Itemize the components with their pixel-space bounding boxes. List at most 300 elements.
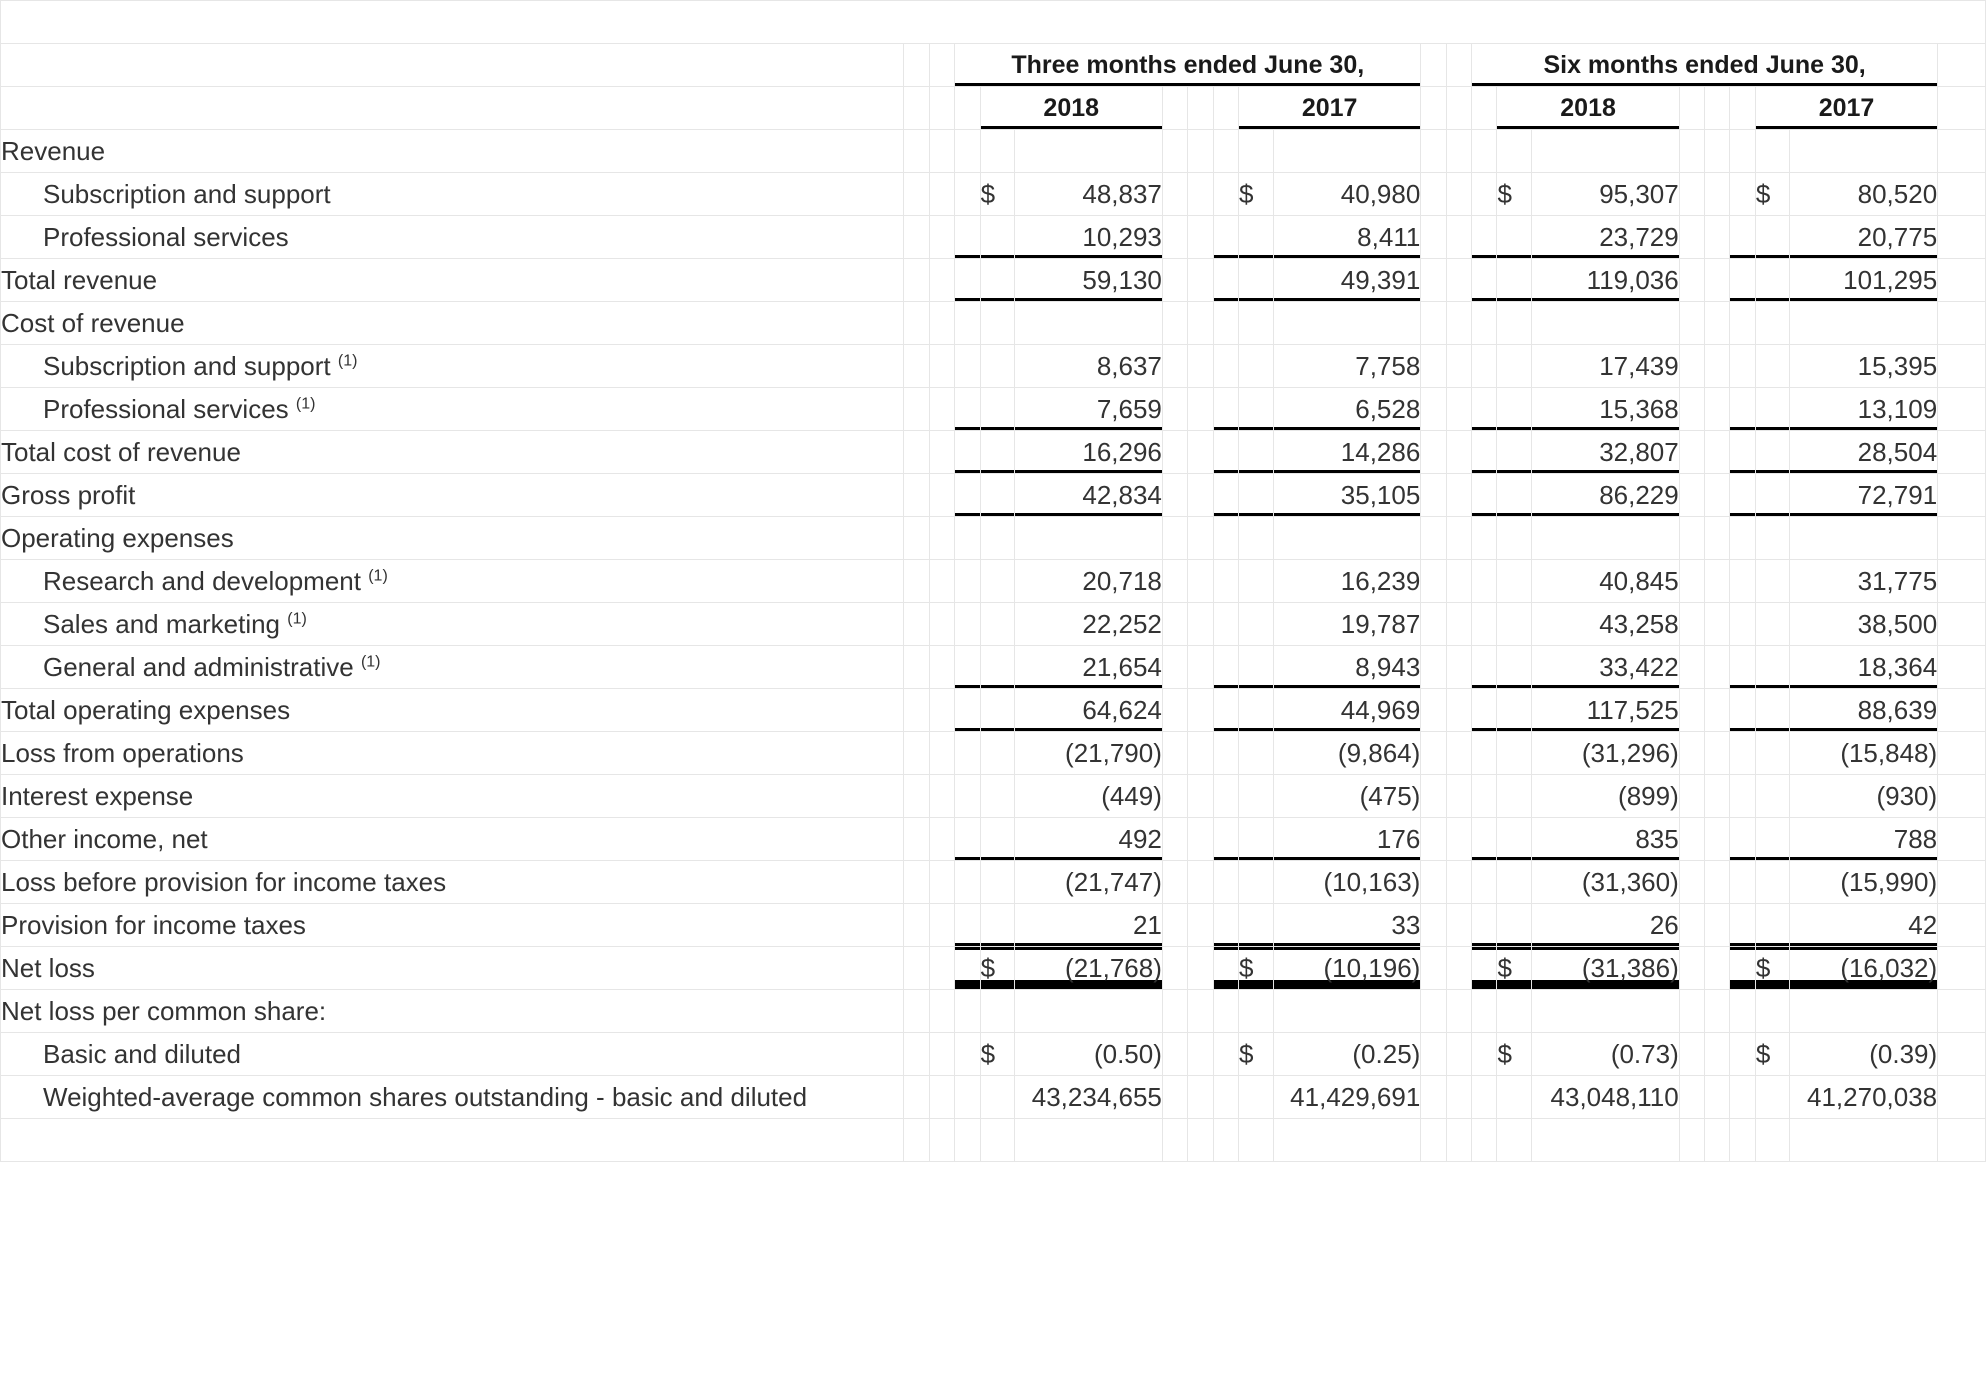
currency-symbol-sales-marketing-h1_2018 — [1497, 603, 1532, 646]
currency-symbol-total-operating-expenses-q2_2017 — [1239, 689, 1274, 732]
cell-gap — [1705, 173, 1730, 216]
cell-gap — [1188, 216, 1213, 259]
cell-gap — [1213, 990, 1238, 1033]
cell-net-loss-q2_2017: (10,196) — [1273, 947, 1421, 990]
cell-gross-profit-q2_2018: 42,834 — [1015, 474, 1163, 517]
currency-symbol-research-development-h1_2018 — [1497, 560, 1532, 603]
cell-gap — [1679, 904, 1704, 947]
header-gap — [1421, 87, 1446, 130]
currency-symbol-professional-services-q2_2018 — [980, 216, 1015, 259]
header-gap — [904, 87, 929, 130]
currency-symbol-cost-subscription-q2_2018 — [980, 345, 1015, 388]
currency-symbol-weighted-average-shares-q2_2018 — [980, 1076, 1015, 1119]
spacer-cell — [1446, 1119, 1471, 1162]
currency-symbol-operating-expenses-h1_2017 — [1755, 517, 1790, 560]
cell-gap — [1188, 130, 1213, 173]
cell-gap — [955, 689, 980, 732]
cell-gap — [1938, 904, 1986, 947]
cell-gap — [1213, 947, 1238, 990]
cell-gap — [904, 216, 929, 259]
cell-operating-expenses-q2_2018 — [1015, 517, 1163, 560]
currency-symbol-basic-and-diluted-q2_2018: $ — [980, 1033, 1015, 1076]
currency-symbol-total-revenue-h1_2017 — [1755, 259, 1790, 302]
cell-gap — [1162, 603, 1187, 646]
cell-gap — [1705, 990, 1730, 1033]
cell-interest-expense-q2_2017: (475) — [1273, 775, 1421, 818]
cell-gap — [1938, 689, 1986, 732]
cell-gap — [955, 474, 980, 517]
currency-symbol-general-administrative-h1_2017 — [1755, 646, 1790, 689]
row-label-total-cost-revenue: Total cost of revenue — [1, 431, 904, 474]
cell-gap — [929, 732, 954, 775]
table-row — [1, 689, 1986, 732]
cell-gap — [1730, 560, 1755, 603]
cell-gap — [1421, 130, 1446, 173]
footnote-marker: (1) — [295, 395, 316, 413]
cell-provision-income-taxes-h1_2017: 42 — [1790, 904, 1938, 947]
cell-revenue-section-h1_2018 — [1532, 130, 1680, 173]
cell-gap — [955, 603, 980, 646]
cell-cost-of-revenue-h1_2017 — [1790, 302, 1938, 345]
currency-symbol-total-cost-revenue-q2_2017 — [1239, 431, 1274, 474]
cell-gap — [1705, 130, 1730, 173]
cell-gap — [1679, 517, 1704, 560]
spacer-cell — [1790, 1119, 1938, 1162]
row-label-subscription-support: Subscription and support — [1, 173, 904, 216]
cell-gap — [1421, 732, 1446, 775]
cell-gap — [1472, 388, 1497, 431]
cell-weighted-average-shares-h1_2017: 41,270,038 — [1790, 1076, 1938, 1119]
cell-gap — [955, 302, 980, 345]
cell-net-loss-q2_2018: (21,768) — [1015, 947, 1163, 990]
currency-symbol-revenue-section-h1_2017 — [1755, 130, 1790, 173]
cell-cost-of-revenue-q2_2018 — [1015, 302, 1163, 345]
row-label-cost-of-revenue: Cost of revenue — [1, 302, 904, 345]
cell-gap — [929, 517, 954, 560]
table-row — [1, 1076, 1986, 1119]
cell-gap — [1162, 947, 1187, 990]
cell-gap — [1705, 1033, 1730, 1076]
cell-gap — [1446, 603, 1471, 646]
row-label-operating-expenses: Operating expenses — [1, 517, 904, 560]
cell-gap — [1213, 861, 1238, 904]
cell-gap — [929, 603, 954, 646]
cell-weighted-average-shares-q2_2017: 41,429,691 — [1273, 1076, 1421, 1119]
spacer-cell — [1755, 1119, 1790, 1162]
currency-symbol-net-loss-per-share-q2_2017 — [1239, 990, 1274, 1033]
table-row — [1, 603, 1986, 646]
cell-gap — [1421, 431, 1446, 474]
cell-gap — [1679, 646, 1704, 689]
header-gap — [1421, 44, 1446, 87]
cell-gap — [1446, 259, 1471, 302]
cell-cost-of-revenue-q2_2017 — [1273, 302, 1421, 345]
cell-gap — [904, 560, 929, 603]
cell-total-operating-expenses-h1_2017: 88,639 — [1790, 689, 1938, 732]
cell-gap — [1472, 560, 1497, 603]
currency-symbol-total-operating-expenses-h1_2018 — [1497, 689, 1532, 732]
cell-gap — [929, 130, 954, 173]
cell-gap — [1162, 560, 1187, 603]
table-row — [1, 861, 1986, 904]
cell-gap — [1446, 732, 1471, 775]
currency-symbol-provision-income-taxes-q2_2017 — [1239, 904, 1274, 947]
cell-gap — [904, 130, 929, 173]
spacer-cell — [1705, 1119, 1730, 1162]
currency-symbol-provision-income-taxes-q2_2018 — [980, 904, 1015, 947]
currency-symbol-other-income-net-q2_2017 — [1239, 818, 1274, 861]
table-row — [1, 173, 1986, 216]
cell-gap — [1472, 216, 1497, 259]
currency-symbol-subscription-support-q2_2018: $ — [980, 173, 1015, 216]
cell-gap — [1446, 646, 1471, 689]
spacer-cell — [1497, 1119, 1532, 1162]
cell-gap — [955, 646, 980, 689]
cell-gap — [1188, 173, 1213, 216]
cell-revenue-section-h1_2017 — [1790, 130, 1938, 173]
cell-gap — [1162, 904, 1187, 947]
cell-loss-from-operations-q2_2018: (21,790) — [1015, 732, 1163, 775]
header-year-row — [1, 87, 1986, 130]
cell-gap — [1472, 646, 1497, 689]
cell-net-loss-per-share-q2_2017 — [1273, 990, 1421, 1033]
cell-gap — [1938, 861, 1986, 904]
cell-gross-profit-q2_2017: 35,105 — [1273, 474, 1421, 517]
cell-gap — [1472, 775, 1497, 818]
cell-gap — [1421, 603, 1446, 646]
cell-general-administrative-h1_2018: 33,422 — [1532, 646, 1680, 689]
cell-operating-expenses-q2_2017 — [1273, 517, 1421, 560]
currency-symbol-research-development-q2_2018 — [980, 560, 1015, 603]
cell-gap — [1162, 990, 1187, 1033]
row-label-general-administrative: General and administrative $^{(1)}$ — [1, 646, 904, 689]
table-row — [1, 646, 1986, 689]
cell-gap — [904, 689, 929, 732]
cell-gap — [1679, 732, 1704, 775]
cell-gap — [1705, 474, 1730, 517]
cell-gap — [1421, 689, 1446, 732]
cell-gap — [1446, 517, 1471, 560]
cell-weighted-average-shares-h1_2018: 43,048,110 — [1532, 1076, 1680, 1119]
cell-loss-before-taxes-h1_2017: (15,990) — [1790, 861, 1938, 904]
cell-gap — [1162, 517, 1187, 560]
cell-gap — [1730, 173, 1755, 216]
row-label-sales-marketing: Sales and marketing $^{(1)}$ — [1, 603, 904, 646]
cell-gap — [1213, 732, 1238, 775]
currency-symbol-research-development-h1_2017 — [1755, 560, 1790, 603]
currency-symbol-net-loss-q2_2018: $ — [980, 947, 1015, 990]
cell-loss-before-taxes-h1_2018: (31,360) — [1532, 861, 1680, 904]
cell-gap — [1188, 646, 1213, 689]
cell-gap — [1421, 345, 1446, 388]
cell-operating-expenses-h1_2018 — [1532, 517, 1680, 560]
cell-gap — [1730, 732, 1755, 775]
cell-gap — [929, 861, 954, 904]
currency-symbol-provision-income-taxes-h1_2017 — [1755, 904, 1790, 947]
cell-gap — [929, 904, 954, 947]
cell-gap — [1730, 775, 1755, 818]
cell-total-cost-revenue-q2_2018: 16,296 — [1015, 431, 1163, 474]
cell-gap — [1679, 173, 1704, 216]
cell-gap — [929, 216, 954, 259]
currency-symbol-cost-professional-q2_2018 — [980, 388, 1015, 431]
row-label-gross-profit: Gross profit — [1, 474, 904, 517]
cell-gap — [929, 1076, 954, 1119]
cell-gap — [904, 947, 929, 990]
cell-gap — [1472, 259, 1497, 302]
cell-gap — [1213, 689, 1238, 732]
header-year-h1_2017: 2017 — [1755, 87, 1937, 130]
cell-gap — [955, 517, 980, 560]
cell-gap — [1730, 861, 1755, 904]
cell-subscription-support-h1_2018: 95,307 — [1532, 173, 1680, 216]
currency-symbol-total-cost-revenue-q2_2018 — [980, 431, 1015, 474]
currency-symbol-general-administrative-q2_2018 — [980, 646, 1015, 689]
header-year-q2_2017: 2017 — [1239, 87, 1421, 130]
currency-symbol-loss-from-operations-h1_2017 — [1755, 732, 1790, 775]
spacer-cell — [1188, 1119, 1213, 1162]
cell-gap — [929, 474, 954, 517]
currency-symbol-total-operating-expenses-q2_2018 — [980, 689, 1015, 732]
cell-gap — [955, 431, 980, 474]
row-label-professional-services: Professional services — [1, 216, 904, 259]
cell-sales-marketing-q2_2018: 22,252 — [1015, 603, 1163, 646]
currency-symbol-gross-profit-q2_2017 — [1239, 474, 1274, 517]
footnote-marker: (1) — [287, 610, 307, 628]
cell-gap — [955, 775, 980, 818]
cell-gap — [955, 732, 980, 775]
currency-symbol-subscription-support-h1_2017: $ — [1755, 173, 1790, 216]
currency-symbol-net-loss-per-share-q2_2018 — [980, 990, 1015, 1033]
cell-loss-from-operations-h1_2017: (15,848) — [1790, 732, 1938, 775]
cell-gap — [1213, 904, 1238, 947]
header-gap — [1679, 87, 1704, 130]
header-gap — [1938, 87, 1986, 130]
cell-provision-income-taxes-h1_2018: 26 — [1532, 904, 1680, 947]
currency-symbol-net-loss-per-share-h1_2018 — [1497, 990, 1532, 1033]
cell-gap — [1421, 474, 1446, 517]
cell-gap — [1213, 474, 1238, 517]
cell-gap — [929, 560, 954, 603]
currency-symbol-loss-from-operations-h1_2018 — [1497, 732, 1532, 775]
header-gap — [904, 44, 929, 87]
cell-gap — [1679, 861, 1704, 904]
cell-gap — [904, 345, 929, 388]
cell-gap — [904, 775, 929, 818]
cell-gap — [1705, 345, 1730, 388]
cell-cost-professional-q2_2017: 6,528 — [1273, 388, 1421, 431]
row-label-other-income-net: Other income, net — [1, 818, 904, 861]
cell-gap — [1188, 775, 1213, 818]
cell-gap — [1162, 474, 1187, 517]
table-row — [1, 130, 1986, 173]
cell-gap — [904, 861, 929, 904]
cell-gap — [1213, 130, 1238, 173]
table-row — [1, 216, 1986, 259]
currency-symbol-provision-income-taxes-h1_2018 — [1497, 904, 1532, 947]
cell-gap — [1730, 990, 1755, 1033]
currency-symbol-operating-expenses-q2_2018 — [980, 517, 1015, 560]
cell-gap — [929, 775, 954, 818]
currency-symbol-general-administrative-q2_2017 — [1239, 646, 1274, 689]
cell-general-administrative-q2_2017: 8,943 — [1273, 646, 1421, 689]
header-gap — [1472, 87, 1497, 130]
cell-gap — [1213, 302, 1238, 345]
currency-symbol-interest-expense-h1_2018 — [1497, 775, 1532, 818]
cell-gap — [1188, 904, 1213, 947]
cell-gap — [1446, 560, 1471, 603]
cell-gap — [1446, 1076, 1471, 1119]
header-gap — [1938, 44, 1986, 87]
cell-total-operating-expenses-q2_2018: 64,624 — [1015, 689, 1163, 732]
cell-gap — [1472, 947, 1497, 990]
cell-gap — [1730, 388, 1755, 431]
cell-gap — [1938, 431, 1986, 474]
cell-professional-services-q2_2017: 8,411 — [1273, 216, 1421, 259]
currency-symbol-loss-before-taxes-h1_2017 — [1755, 861, 1790, 904]
row-label-provision-income-taxes: Provision for income taxes — [1, 904, 904, 947]
table-row — [1, 345, 1986, 388]
header-label-corner — [1, 44, 904, 87]
cell-gap — [1446, 388, 1471, 431]
cell-gap — [904, 517, 929, 560]
currency-symbol-general-administrative-h1_2018 — [1497, 646, 1532, 689]
cell-gap — [1938, 1033, 1986, 1076]
cell-gap — [955, 259, 980, 302]
cell-gap — [1705, 431, 1730, 474]
cell-gap — [1679, 130, 1704, 173]
row-label-net-loss-per-share: Net loss per common share: — [1, 990, 904, 1033]
currency-symbol-subscription-support-h1_2018: $ — [1497, 173, 1532, 216]
row-label-cost-subscription: Subscription and support $^{(1)}$ — [1, 345, 904, 388]
cell-gap — [1679, 474, 1704, 517]
cell-net-loss-per-share-h1_2017 — [1790, 990, 1938, 1033]
cell-gap — [1938, 603, 1986, 646]
cell-gap — [1472, 173, 1497, 216]
row-label-loss-before-taxes: Loss before provision for income taxes — [1, 861, 904, 904]
currency-symbol-interest-expense-q2_2018 — [980, 775, 1015, 818]
cell-gap — [1421, 990, 1446, 1033]
cell-gap — [929, 259, 954, 302]
cell-other-income-net-h1_2018: 835 — [1532, 818, 1680, 861]
cell-gap — [1446, 345, 1471, 388]
cell-gap — [929, 302, 954, 345]
cell-total-operating-expenses-q2_2017: 44,969 — [1273, 689, 1421, 732]
cell-gap — [955, 990, 980, 1033]
cell-gap — [1938, 990, 1986, 1033]
cell-gap — [1213, 603, 1238, 646]
cell-gap — [1938, 259, 1986, 302]
cell-gap — [1938, 302, 1986, 345]
cell-total-revenue-h1_2018: 119,036 — [1532, 259, 1680, 302]
spacer-cell — [1730, 1119, 1755, 1162]
currency-symbol-operating-expenses-h1_2018 — [1497, 517, 1532, 560]
header-spacer-row — [1, 1, 1986, 44]
currency-symbol-professional-services-q2_2017 — [1239, 216, 1274, 259]
cell-gap — [1162, 259, 1187, 302]
currency-symbol-loss-from-operations-q2_2018 — [980, 732, 1015, 775]
cell-gap — [1679, 689, 1704, 732]
cell-gap — [1730, 259, 1755, 302]
currency-symbol-net-loss-h1_2018: $ — [1497, 947, 1532, 990]
cell-gap — [1705, 732, 1730, 775]
cell-total-operating-expenses-h1_2018: 117,525 — [1532, 689, 1680, 732]
currency-symbol-subscription-support-q2_2017: $ — [1239, 173, 1274, 216]
table-row — [1, 1033, 1986, 1076]
currency-symbol-total-revenue-q2_2018 — [980, 259, 1015, 302]
spacer-cell — [904, 1119, 929, 1162]
cell-gap — [1679, 775, 1704, 818]
cell-gap — [1162, 1033, 1187, 1076]
cell-gap — [904, 474, 929, 517]
currency-symbol-gross-profit-q2_2018 — [980, 474, 1015, 517]
cell-gap — [929, 431, 954, 474]
currency-symbol-net-loss-per-share-h1_2017 — [1755, 990, 1790, 1033]
cell-gap — [1730, 947, 1755, 990]
cell-gap — [1162, 431, 1187, 474]
cell-gap — [1446, 861, 1471, 904]
cell-gap — [1679, 1033, 1704, 1076]
cell-gap — [1188, 345, 1213, 388]
cell-gap — [1213, 1076, 1238, 1119]
cell-gap — [1213, 259, 1238, 302]
cell-gap — [1472, 689, 1497, 732]
cell-gap — [1679, 388, 1704, 431]
cell-total-cost-revenue-h1_2017: 28,504 — [1790, 431, 1938, 474]
cell-gap — [1938, 560, 1986, 603]
cell-sales-marketing-h1_2017: 38,500 — [1790, 603, 1938, 646]
cell-gap — [955, 130, 980, 173]
cell-gap — [1679, 431, 1704, 474]
cell-total-revenue-h1_2017: 101,295 — [1790, 259, 1938, 302]
spacer-cell — [1421, 1119, 1446, 1162]
currency-symbol-cost-subscription-q2_2017 — [1239, 345, 1274, 388]
cell-gap — [1938, 646, 1986, 689]
cell-gap — [1730, 345, 1755, 388]
cell-net-loss-per-share-h1_2018 — [1532, 990, 1680, 1033]
cell-gap — [1188, 388, 1213, 431]
cell-gap — [1421, 775, 1446, 818]
cell-gap — [1162, 646, 1187, 689]
cell-gap — [1188, 1033, 1213, 1076]
cell-gap — [1472, 818, 1497, 861]
cell-gap — [1472, 130, 1497, 173]
table-row — [1, 302, 1986, 345]
cell-gap — [904, 990, 929, 1033]
row-label-research-development: Research and development $^{(1)}$ — [1, 560, 904, 603]
cell-gap — [1188, 861, 1213, 904]
currency-symbol-total-cost-revenue-h1_2018 — [1497, 431, 1532, 474]
cell-gap — [1162, 216, 1187, 259]
cell-gap — [1421, 388, 1446, 431]
cell-gap — [1213, 517, 1238, 560]
cell-gap — [929, 947, 954, 990]
cell-gap — [929, 818, 954, 861]
cell-net-loss-per-share-q2_2018 — [1015, 990, 1163, 1033]
cell-gap — [1188, 990, 1213, 1033]
cell-gap — [1679, 1076, 1704, 1119]
currency-symbol-other-income-net-q2_2018 — [980, 818, 1015, 861]
cell-gap — [1705, 603, 1730, 646]
cell-gap — [929, 990, 954, 1033]
cell-gap — [1213, 388, 1238, 431]
cell-total-cost-revenue-q2_2017: 14,286 — [1273, 431, 1421, 474]
cell-gap — [904, 646, 929, 689]
cell-gap — [929, 689, 954, 732]
currency-symbol-loss-from-operations-q2_2017 — [1239, 732, 1274, 775]
cell-basic-and-diluted-q2_2017: (0.25) — [1273, 1033, 1421, 1076]
cell-gap — [1162, 861, 1187, 904]
